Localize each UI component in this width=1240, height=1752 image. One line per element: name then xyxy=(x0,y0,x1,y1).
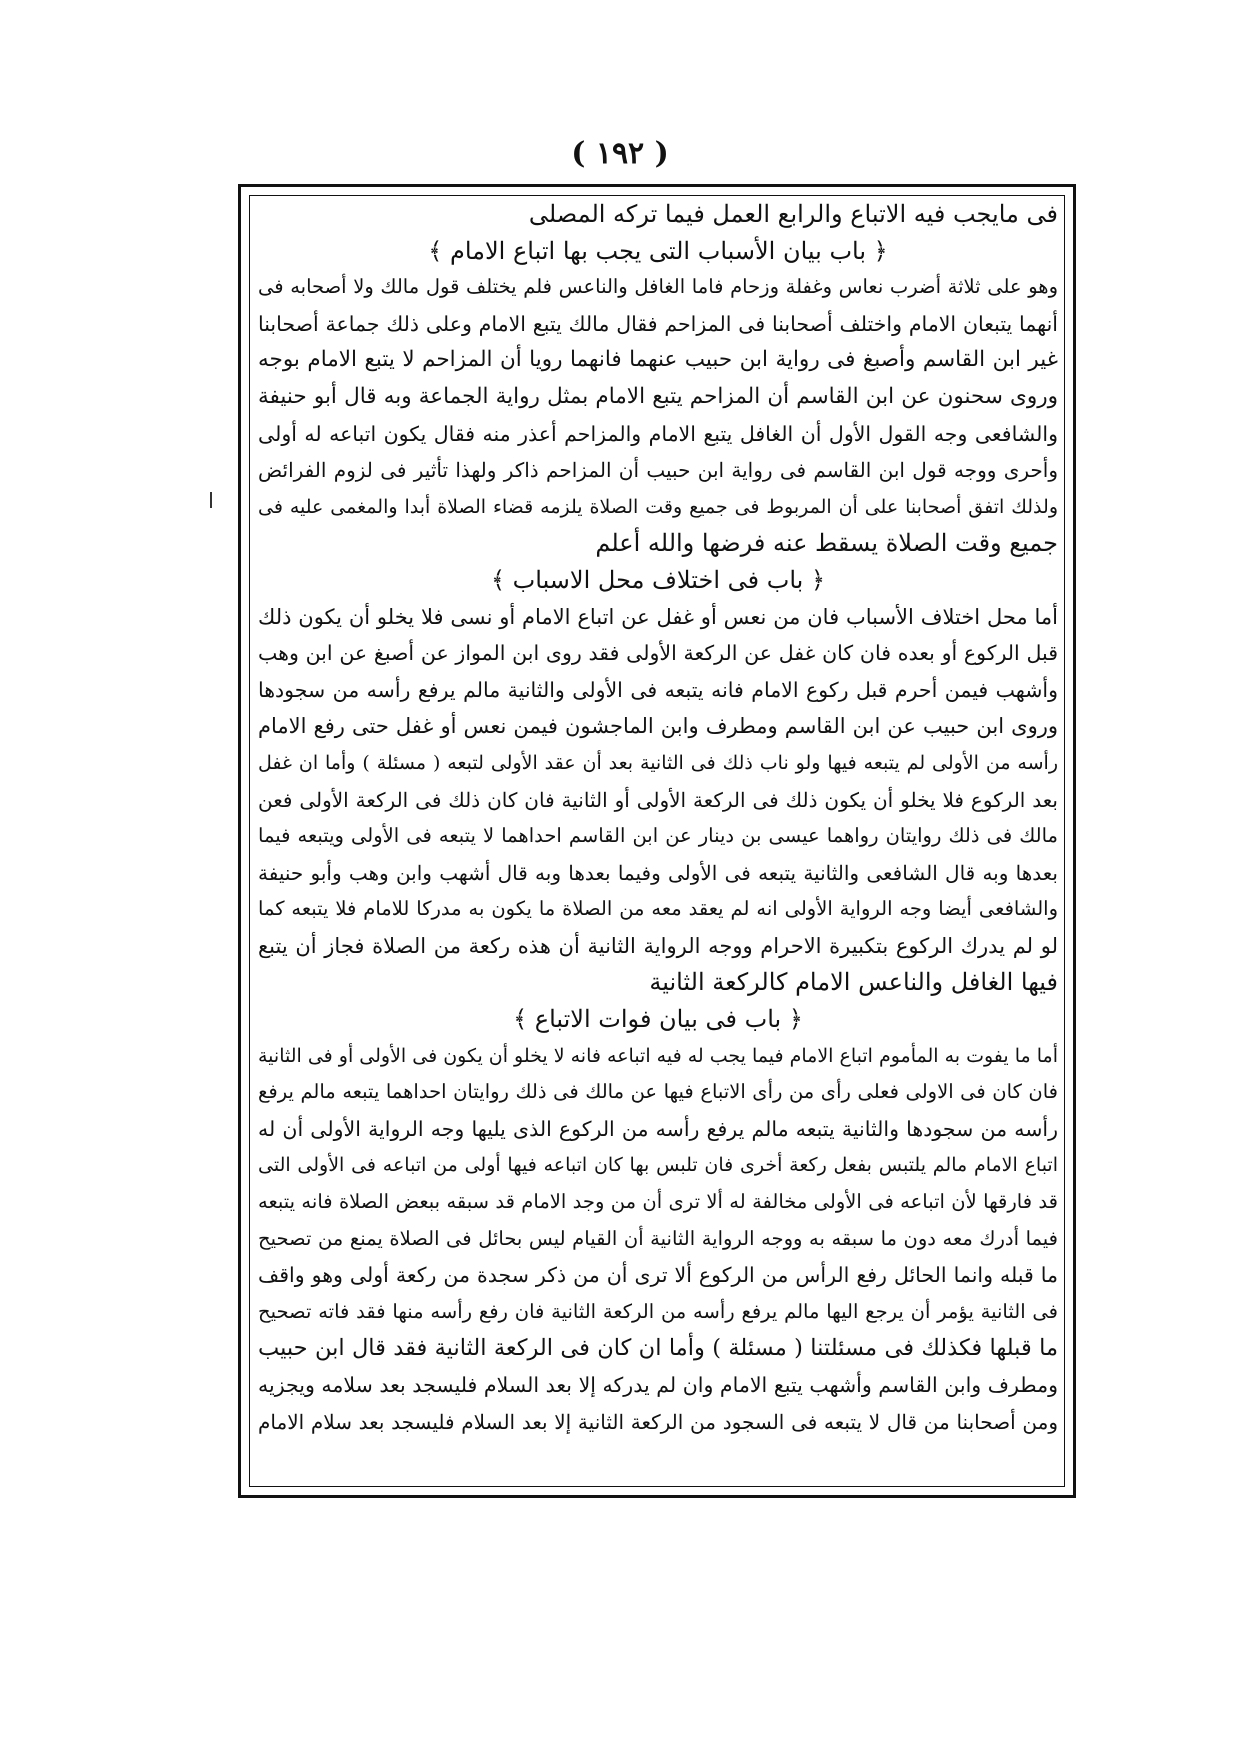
section-heading: ﴿ باب فى اختلاف محل الاسباب ﴾ xyxy=(490,565,826,594)
text-line: مالك فى ذلك روايتان رواهما عيسى بن دينار عن ابن القاسم احداهما لا يتبعه فى الأولى ويتبعه فيما xyxy=(258,824,1058,848)
text-line: والشافعى وجه القول الأول أن الغافل يتبع الامام والمزاحم أعذر منه فقال يكون اتباعه له أولى xyxy=(258,421,1058,446)
text-line: وأحرى ووجه قول ابن القاسم فى رواية ابن حبيب أن المزاحم ذاكر ولهذا تأثير فى لزوم الفرائض xyxy=(258,458,1058,483)
text-line: رأسه من سجودها والثانية يتبعه مالم يرفع رأسه من الركوع الذى يليها وجه الرواية الأولى أن له xyxy=(258,1116,1058,1141)
text-line: فيما أدرك معه دون ما سبقه به ووجه الرواية الثانية أن القيام ليس بحائل فى الصلاة يمنع من تصحيح xyxy=(258,1226,1058,1250)
text-line: ومطرف وابن القاسم وأشهب يتبع الامام وان لم يدركه إلا بعد السلام فليسجد بعد سلامه ويجزيه xyxy=(258,1373,1058,1397)
text-line: قد فارقها لأن اتباعه فى الأولى مخالفة له ألا ترى أن من وجد الامام قد سبقه ببعض الصلاة فانه يتبعه xyxy=(258,1190,1058,1214)
page-number: ( ١٩٢ ) xyxy=(571,136,669,171)
text-line: ما قبله وانما الحائل رفع الرأس من الركوع ألا ترى أن من ذكر سجدة من ركعة أولى وهو واقف xyxy=(258,1263,1058,1288)
section-heading: ﴿ باب فى بيان فوات الاتباع ﴾ xyxy=(513,1005,803,1034)
text-line: اتباع الامام مالم يلتبس بفعل ركعة أخرى فان تلبس بها كان اتباعه فيها أولى من اتباعه فى الأولى التى xyxy=(258,1154,1058,1177)
text-line: فيها الغافل والناعس الامام كالركعة الثانية xyxy=(649,968,1058,997)
text-line: وروى سحنون عن ابن القاسم أن المزاحم يتبع الامام بمثل رواية الجماعة وبه قال أبو حنيفة xyxy=(258,383,1058,409)
text-line: رأسه من الأولى لم يتبعه فيها ولو ناب ذلك فى الثانية بعد أن عقد الأولى لتبعه ( مسئلة ) وأما ان غفل xyxy=(258,751,1058,774)
text-line: ومن أصحابنا من قال لا يتبعه فى السجود من الركعة الثانية إلا بعد السلام فليسجد بعد سلام الامام xyxy=(258,1409,1058,1434)
text-line: جميع وقت الصلاة يسقط عنه فرضها والله أعلم xyxy=(595,529,1058,558)
text-line: غير ابن القاسم وأصبغ فى رواية ابن حبيب عنهما فانهما رويا أن المزاحم لا يتبع الامام بوجه xyxy=(258,347,1058,373)
text-line: بعدها وبه قال الشافعى والثانية يتبعه فى الأولى وفيما بعدها وبه قال أشهب وابن وهب وأبو حنيفة xyxy=(258,860,1058,885)
text-line: فى مايجب فيه الاتباع والرابع العمل فيما تركه المصلى xyxy=(528,200,1058,228)
text-line: قبل الركوع أو بعده فان كان غفل عن الركعة الأولى فقد روى ابن المواز عن أصبغ عن ابن وهب xyxy=(258,641,1058,666)
text-line: أما ما يفوت به المأموم اتباع الامام فيما يجب له فيه اتباعه فانه لا يخلو أن يكون فى الأولى أو فى الثانية xyxy=(258,1044,1058,1067)
text-line: بعد الركوع فلا يخلو أن يكون ذلك فى الركعة الأولى أو الثانية فان كان ذلك فى الركعة الأولى فعن xyxy=(258,787,1058,812)
text-line: والشافعى أيضا وجه الرواية الأولى انه لم يعقد معه من الصلاة ما يكون به مدركا للامام فلا يتبعه كما xyxy=(258,897,1058,921)
text-line: أنهما يتبعان الامام واختلف أصحابنا فى المزاحم فقال مالك يتبع الامام وعلى ذلك جماعة أصحابنا xyxy=(258,311,1058,336)
text-line: وهو على ثلاثة أضرب نعاس وغفلة وزحام فاما الغافل والناعس فلم يختلف قول مالك ولا أصحابه فى xyxy=(258,275,1058,299)
text-line: ما قبلها فكذلك فى مسئلتنا ( مسئلة ) وأما ان كان فى الركعة الثانية فقد قال ابن حبيب xyxy=(258,1335,1058,1362)
text-line: وروى ابن حبيب عن ابن القاسم ومطرف وابن الماجشون فيمن نعس أو غفل حتى رفع الامام xyxy=(258,714,1058,739)
text-line: فان كان فى الاولى فعلى رأى من رأى الاتباع فيها عن مالك فى ذلك روايتان احداهما يتبعه مالم يرفع xyxy=(258,1080,1058,1104)
margin-mark xyxy=(210,492,212,508)
text-line: فى الثانية يؤمر أن يرجع اليها مالم يرفع رأسه من الركعة الثانية فان رفع رأسه منها فقد فاته تصحيح xyxy=(258,1299,1058,1323)
text-line: ولذلك اتفق أصحابنا على أن المربوط فى جميع وقت الصلاة يلزمه قضاء الصلاة أبدا والمغمى عليه فى xyxy=(258,495,1058,518)
text-line: لو لم يدرك الركوع بتكبيرة الاحرام ووجه الرواية الثانية أن هذه ركعة من الصلاة فجاز أن يتبع xyxy=(258,933,1058,958)
text-line: وأشهب فيمن أحرم قبل ركوع الامام فانه يتبعه فى الأولى والثانية مالم يرفع رأسه من سجودها xyxy=(258,677,1058,702)
section-heading: ﴿ باب بيان الأسباب التى يجب بها اتباع الامام ﴾ xyxy=(428,236,888,265)
main-text xyxy=(258,196,1058,1492)
text-line: أما محل اختلاف الأسباب فان من نعس أو غفل عن اتباع الامام أو نسى فلا يخلو أن يكون ذلك xyxy=(258,604,1058,629)
